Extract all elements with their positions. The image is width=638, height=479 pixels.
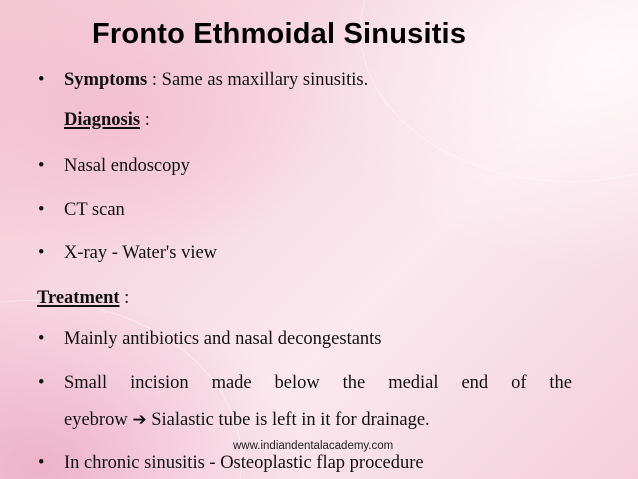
word: Small bbox=[64, 373, 108, 393]
word: end bbox=[461, 373, 489, 393]
arrow-right-icon: ➔ bbox=[132, 410, 147, 430]
list-item bbox=[36, 328, 382, 350]
word: below bbox=[274, 373, 320, 393]
slide-title: Fronto Ethmoidal Sinusitis bbox=[92, 18, 467, 50]
justified-text bbox=[64, 372, 572, 394]
bullet: • bbox=[38, 329, 45, 349]
list-item bbox=[36, 155, 190, 177]
list-item-text: In chronic sinusitis - Osteoplastic flap procedure bbox=[64, 453, 424, 473]
symptoms-text: : Same as maxillary sinusitis. bbox=[147, 70, 369, 90]
list-item-text: CT scan bbox=[64, 200, 125, 220]
word: medial bbox=[388, 373, 439, 393]
treatment-heading bbox=[37, 287, 129, 309]
treatment-label: Treatment bbox=[37, 288, 120, 308]
continuation-text: Sialastic tube is left in it for drainage. bbox=[146, 410, 430, 430]
bullet: • bbox=[38, 453, 45, 473]
word: the bbox=[549, 373, 572, 393]
diagnosis-label: Diagnosis bbox=[64, 110, 141, 130]
list-item-continuation bbox=[64, 409, 430, 431]
bullet: • bbox=[38, 373, 45, 393]
word: of bbox=[511, 373, 527, 393]
list-item bbox=[36, 242, 217, 264]
symptoms-label: Symptoms bbox=[64, 70, 148, 90]
list-item-text: Nasal endoscopy bbox=[64, 156, 190, 176]
bullet: • bbox=[38, 70, 45, 90]
list-item bbox=[36, 199, 125, 221]
continuation-text: eyebrow bbox=[64, 410, 133, 430]
diagnosis-heading bbox=[64, 109, 150, 131]
list-item bbox=[36, 452, 424, 474]
word: incision bbox=[130, 373, 189, 393]
bullet: • bbox=[38, 200, 45, 220]
symptoms-line bbox=[36, 69, 368, 91]
word: the bbox=[342, 373, 366, 393]
list-item-text: X-ray - Water's view bbox=[64, 243, 218, 263]
treatment-suffix: : bbox=[119, 288, 130, 308]
list-item bbox=[36, 372, 572, 394]
bullet: • bbox=[38, 243, 45, 263]
watermark: www.indiandentalacademy.com bbox=[233, 440, 394, 452]
list-item-text: Mainly antibiotics and nasal decongestants bbox=[64, 329, 382, 349]
bullet: • bbox=[38, 156, 45, 176]
word: made bbox=[211, 373, 252, 393]
diagnosis-suffix: : bbox=[140, 110, 150, 130]
